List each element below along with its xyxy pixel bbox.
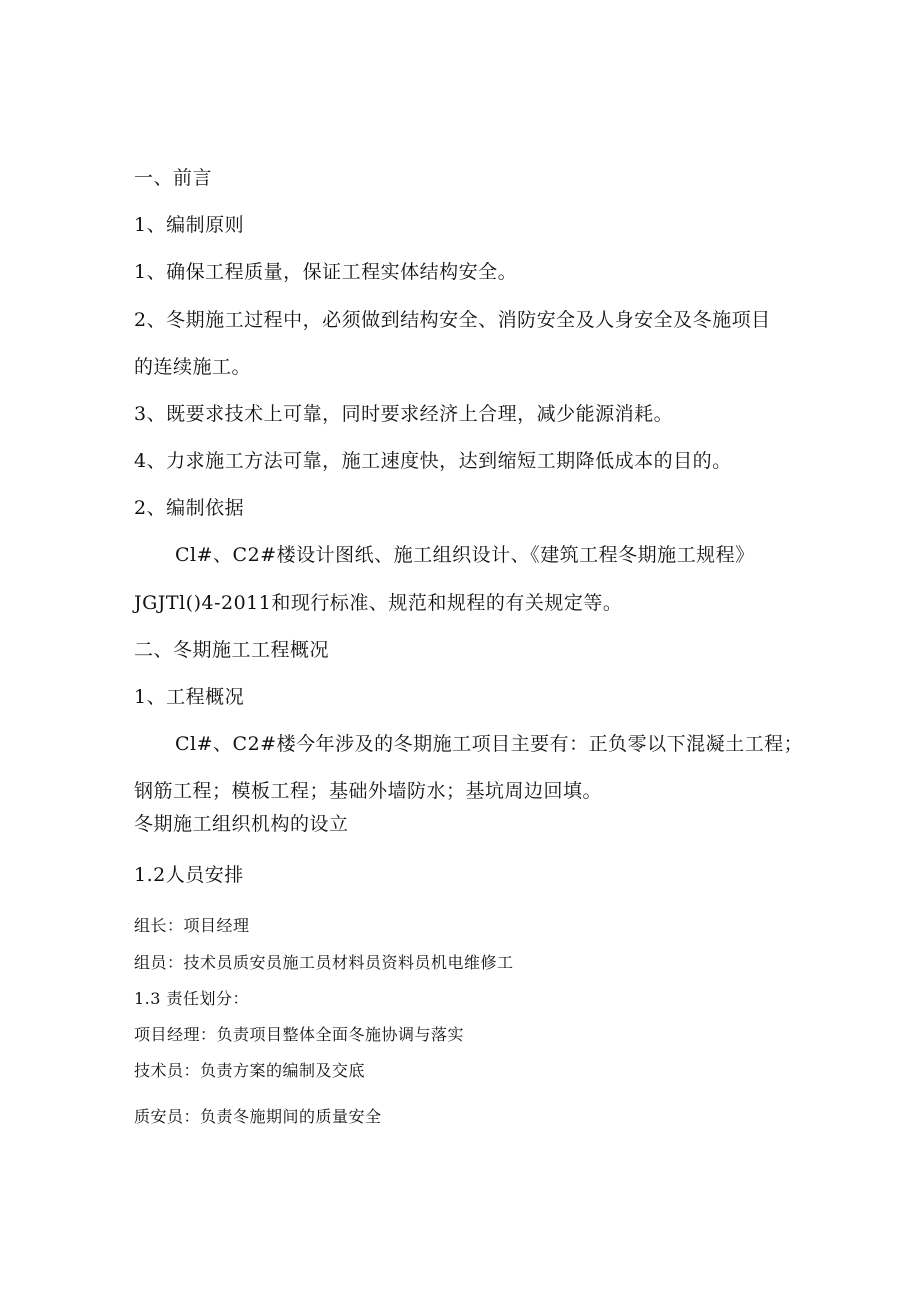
paragraph-line: 的连续施工。 <box>134 356 252 378</box>
paragraph-line: 2、冬期施工过程中，必须做到结构安全、消防安全及人身安全及冬施项目 <box>134 309 771 331</box>
subheading-project-overview: 1、工程概况 <box>134 686 245 708</box>
paragraph-line: 组长：项目经理 <box>134 916 250 935</box>
subheading-organization: 冬期施工组织机构的设立 <box>134 813 349 835</box>
section-heading-overview: 二、冬期施工工程概况 <box>134 639 330 661</box>
subheading-staffing: 1.2人员安排 <box>134 864 244 886</box>
subheading-compilation-basis: 2、编制依据 <box>134 497 245 519</box>
paragraph-line: 1、确保工程质量，保证工程实体结构安全。 <box>134 261 518 283</box>
paragraph-line: 钢筋工程；模板工程；基础外墙防水；基坑周边回填。 <box>134 780 603 802</box>
paragraph-line: 技术员：负责方案的编制及交底 <box>134 1061 366 1080</box>
paragraph-line: Cl#、C2#楼设计图纸、施工组织设计、《建筑工程冬期施工规程》 <box>175 544 755 566</box>
paragraph-line: 4、力求施工方法可靠，施工速度快，达到缩短工期降低成本的目的。 <box>134 450 732 472</box>
subheading-compilation-principles: 1、编制原则 <box>134 214 245 236</box>
paragraph-line: 组员：技术员质安员施工员材料员资料员机电维修工 <box>134 953 514 972</box>
subheading-responsibilities: 1.3 责任划分： <box>134 989 250 1008</box>
section-heading-preface: 一、前言 <box>134 167 213 189</box>
paragraph-line: 项目经理：负责项目整体全面冬施协调与落实 <box>134 1025 465 1044</box>
paragraph-line: 质安员：负责冬施期间的质量安全 <box>134 1107 382 1126</box>
paragraph-line: JGJTl()4-2011和现行标准、规范和规程的有关规定等。 <box>134 592 623 614</box>
paragraph-line: 3、既要求技术上可靠，同时要求经济上合理，减少能源消耗。 <box>134 403 674 425</box>
paragraph-line: Cl#、C2#楼今年涉及的冬期施工项目主要有：正负零以下混凝土工程； <box>175 733 804 755</box>
